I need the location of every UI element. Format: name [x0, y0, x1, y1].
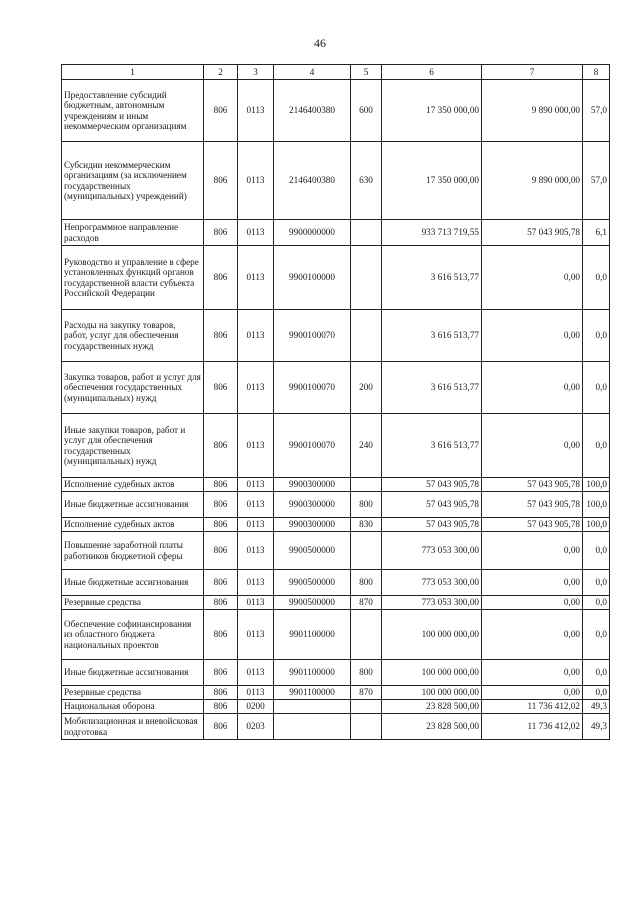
executed-amount-cell: 11 736 412,02 — [482, 714, 583, 740]
approved-amount-cell: 933 713 719,55 — [382, 220, 482, 246]
target-article-cell: 9900300000 — [274, 518, 351, 532]
expense-type-cell: 200 — [351, 362, 382, 414]
approved-amount-cell: 17 350 000,00 — [382, 80, 482, 142]
executed-amount-cell: 9 890 000,00 — [482, 142, 583, 220]
approved-amount-cell: 100 000 000,00 — [382, 660, 482, 686]
section-cell: 0113 — [238, 660, 274, 686]
executed-amount-cell: 0,00 — [482, 414, 583, 478]
target-article-cell: 9900100070 — [274, 362, 351, 414]
expense-type-cell: 800 — [351, 570, 382, 596]
row-name-cell: Закупка товаров, работ и услуг для обеспечения государственных (муниципальных) нужд — [62, 362, 204, 414]
percent-cell: 49,3 — [583, 714, 610, 740]
admin-code-cell: 806 — [204, 478, 238, 492]
section-cell: 0113 — [238, 310, 274, 362]
admin-code-cell: 806 — [204, 700, 238, 714]
percent-cell: 6,1 — [583, 220, 610, 246]
column-header: 6 — [382, 65, 482, 80]
approved-amount-cell: 3 616 513,77 — [382, 310, 482, 362]
section-cell: 0113 — [238, 246, 274, 310]
column-header: 5 — [351, 65, 382, 80]
table-header-row — [62, 65, 610, 80]
percent-cell: 0,0 — [583, 414, 610, 478]
percent-cell: 0,0 — [583, 362, 610, 414]
approved-amount-cell: 100 000 000,00 — [382, 610, 482, 660]
row-name-cell: Обеспечение софинансирования из областного бюджета национальных проектов — [62, 610, 204, 660]
approved-amount-cell: 773 053 300,00 — [382, 532, 482, 570]
table-row — [62, 492, 610, 518]
expense-type-cell: 870 — [351, 686, 382, 700]
approved-amount-cell: 773 053 300,00 — [382, 596, 482, 610]
percent-cell: 100,0 — [583, 492, 610, 518]
section-cell: 0113 — [238, 220, 274, 246]
column-header: 1 — [62, 65, 204, 80]
executed-amount-cell: 0,00 — [482, 686, 583, 700]
admin-code-cell: 806 — [204, 310, 238, 362]
table-row — [62, 362, 610, 414]
row-name-cell: Непрограммное направление расходов — [62, 220, 204, 246]
table-row — [62, 80, 610, 142]
executed-amount-cell: 57 043 905,78 — [482, 478, 583, 492]
column-header: 7 — [482, 65, 583, 80]
page-number: 46 — [314, 36, 326, 50]
admin-code-cell: 806 — [204, 492, 238, 518]
expense-type-cell: 800 — [351, 660, 382, 686]
percent-cell: 0,0 — [583, 686, 610, 700]
row-name-cell: Иные бюджетные ассигнования — [62, 492, 204, 518]
executed-amount-cell: 0,00 — [482, 310, 583, 362]
approved-amount-cell: 17 350 000,00 — [382, 142, 482, 220]
row-name-cell: Предоставление субсидий бюджетным, автономным учреждениям и иным некоммерческим организациям — [62, 80, 204, 142]
expense-type-cell: 800 — [351, 492, 382, 518]
target-article-cell: 9900300000 — [274, 492, 351, 518]
table-body — [62, 80, 610, 740]
section-cell: 0113 — [238, 362, 274, 414]
section-cell: 0113 — [238, 518, 274, 532]
percent-cell: 0,0 — [583, 532, 610, 570]
expense-type-cell — [351, 610, 382, 660]
target-article-cell: 9900500000 — [274, 570, 351, 596]
table-row — [62, 714, 610, 740]
executed-amount-cell: 11 736 412,02 — [482, 700, 583, 714]
row-name-cell: Иные бюджетные ассигнования — [62, 570, 204, 596]
section-cell: 0113 — [238, 686, 274, 700]
target-article-cell: 2146400380 — [274, 80, 351, 142]
admin-code-cell: 806 — [204, 686, 238, 700]
executed-amount-cell: 0,00 — [482, 362, 583, 414]
target-article-cell — [274, 714, 351, 740]
percent-cell: 0,0 — [583, 610, 610, 660]
expense-type-cell: 830 — [351, 518, 382, 532]
expense-type-cell — [351, 220, 382, 246]
expense-type-cell — [351, 246, 382, 310]
executed-amount-cell: 0,00 — [482, 660, 583, 686]
executed-amount-cell: 0,00 — [482, 610, 583, 660]
admin-code-cell: 806 — [204, 570, 238, 596]
row-name-cell: Исполнение судебных актов — [62, 518, 204, 532]
table-row — [62, 570, 610, 596]
table-row — [62, 660, 610, 686]
table-row — [62, 532, 610, 570]
percent-cell: 0,0 — [583, 246, 610, 310]
expense-type-cell — [351, 478, 382, 492]
admin-code-cell: 806 — [204, 142, 238, 220]
section-cell: 0203 — [238, 714, 274, 740]
column-header: 8 — [583, 65, 610, 80]
expense-type-cell — [351, 310, 382, 362]
row-name-cell: Иные бюджетные ассигнования — [62, 660, 204, 686]
table-row — [62, 686, 610, 700]
column-header: 4 — [274, 65, 351, 80]
row-name-cell: Резервные средства — [62, 686, 204, 700]
expense-type-cell — [351, 714, 382, 740]
percent-cell: 57,0 — [583, 80, 610, 142]
row-name-cell: Мобилизационная и вневойсковая подготовка — [62, 714, 204, 740]
column-header: 2 — [204, 65, 238, 80]
percent-cell: 0,0 — [583, 570, 610, 596]
approved-amount-cell: 57 043 905,78 — [382, 518, 482, 532]
expense-type-cell — [351, 700, 382, 714]
section-cell: 0113 — [238, 414, 274, 478]
table-row — [62, 596, 610, 610]
target-article-cell: 9900100070 — [274, 414, 351, 478]
admin-code-cell: 806 — [204, 518, 238, 532]
admin-code-cell: 806 — [204, 596, 238, 610]
approved-amount-cell: 3 616 513,77 — [382, 362, 482, 414]
approved-amount-cell: 3 616 513,77 — [382, 414, 482, 478]
table-row — [62, 414, 610, 478]
table-row — [62, 142, 610, 220]
expense-type-cell: 870 — [351, 596, 382, 610]
target-article-cell: 9900500000 — [274, 596, 351, 610]
percent-cell: 0,0 — [583, 310, 610, 362]
approved-amount-cell: 57 043 905,78 — [382, 478, 482, 492]
expense-type-cell: 600 — [351, 80, 382, 142]
executed-amount-cell: 9 890 000,00 — [482, 80, 583, 142]
approved-amount-cell: 23 828 500,00 — [382, 714, 482, 740]
approved-amount-cell: 773 053 300,00 — [382, 570, 482, 596]
expense-type-cell: 240 — [351, 414, 382, 478]
percent-cell: 49,3 — [583, 700, 610, 714]
target-article-cell — [274, 700, 351, 714]
target-article-cell: 9901100000 — [274, 610, 351, 660]
expense-type-cell: 630 — [351, 142, 382, 220]
target-article-cell: 9900300000 — [274, 478, 351, 492]
target-article-cell: 9900000000 — [274, 220, 351, 246]
row-name-cell: Субсидии некоммерческим организациям (за исключением государственных (муниципальных) учреждений) — [62, 142, 204, 220]
executed-amount-cell: 0,00 — [482, 246, 583, 310]
admin-code-cell: 806 — [204, 220, 238, 246]
executed-amount-cell: 57 043 905,78 — [482, 492, 583, 518]
section-cell: 0113 — [238, 142, 274, 220]
section-cell: 0200 — [238, 700, 274, 714]
row-name-cell: Иные закупки товаров, работ и услуг для обеспечения государственных (муниципальных) нужд — [62, 414, 204, 478]
row-name-cell: Исполнение судебных актов — [62, 478, 204, 492]
target-article-cell: 9900100000 — [274, 246, 351, 310]
table-row — [62, 478, 610, 492]
section-cell: 0113 — [238, 610, 274, 660]
target-article-cell: 9901100000 — [274, 660, 351, 686]
admin-code-cell: 806 — [204, 414, 238, 478]
executed-amount-cell: 0,00 — [482, 570, 583, 596]
approved-amount-cell: 23 828 500,00 — [382, 700, 482, 714]
admin-code-cell: 806 — [204, 660, 238, 686]
section-cell: 0113 — [238, 532, 274, 570]
target-article-cell: 9900100070 — [274, 310, 351, 362]
target-article-cell: 9901100000 — [274, 686, 351, 700]
admin-code-cell: 806 — [204, 610, 238, 660]
section-cell: 0113 — [238, 596, 274, 610]
row-name-cell: Повышение заработной платы работников бюджетной сферы — [62, 532, 204, 570]
row-name-cell: Национальная оборона — [62, 700, 204, 714]
expense-type-cell — [351, 532, 382, 570]
section-cell: 0113 — [238, 478, 274, 492]
table-row — [62, 310, 610, 362]
approved-amount-cell: 3 616 513,77 — [382, 246, 482, 310]
admin-code-cell: 806 — [204, 714, 238, 740]
executed-amount-cell: 57 043 905,78 — [482, 518, 583, 532]
budget-table — [61, 64, 610, 740]
section-cell: 0113 — [238, 80, 274, 142]
percent-cell: 0,0 — [583, 596, 610, 610]
row-name-cell: Резервные средства — [62, 596, 204, 610]
table-row — [62, 220, 610, 246]
target-article-cell: 2146400380 — [274, 142, 351, 220]
executed-amount-cell: 0,00 — [482, 532, 583, 570]
row-name-cell: Руководство и управление в сфере установленных функций органов государственной власти субъекта Российской Федерации — [62, 246, 204, 310]
percent-cell: 100,0 — [583, 518, 610, 532]
percent-cell: 57,0 — [583, 142, 610, 220]
percent-cell: 0,0 — [583, 660, 610, 686]
section-cell: 0113 — [238, 570, 274, 596]
approved-amount-cell: 100 000 000,00 — [382, 686, 482, 700]
admin-code-cell: 806 — [204, 362, 238, 414]
table-row — [62, 610, 610, 660]
section-cell: 0113 — [238, 492, 274, 518]
table-row — [62, 700, 610, 714]
target-article-cell: 9900500000 — [274, 532, 351, 570]
percent-cell: 100,0 — [583, 478, 610, 492]
admin-code-cell: 806 — [204, 246, 238, 310]
executed-amount-cell: 0,00 — [482, 596, 583, 610]
table-row — [62, 518, 610, 532]
row-name-cell: Расходы на закупку товаров, работ, услуг для обеспечения государственных нужд — [62, 310, 204, 362]
executed-amount-cell: 57 043 905,78 — [482, 220, 583, 246]
admin-code-cell: 806 — [204, 532, 238, 570]
table-row — [62, 246, 610, 310]
admin-code-cell: 806 — [204, 80, 238, 142]
column-header: 3 — [238, 65, 274, 80]
approved-amount-cell: 57 043 905,78 — [382, 492, 482, 518]
